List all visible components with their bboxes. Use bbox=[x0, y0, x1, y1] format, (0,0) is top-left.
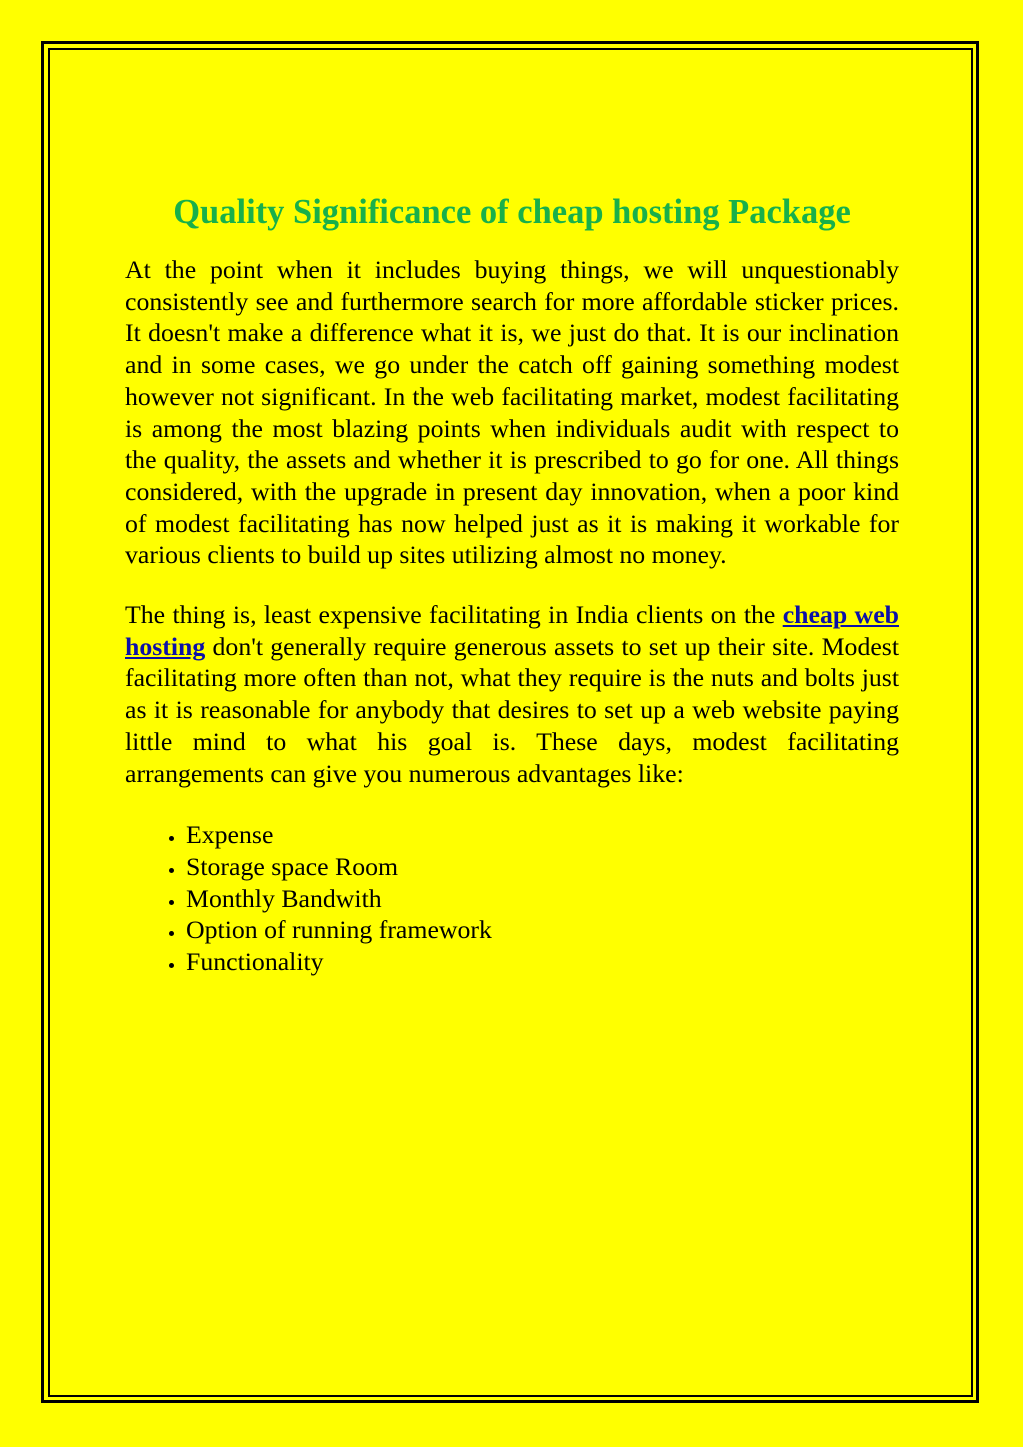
document-body bbox=[125, 190, 899, 978]
paragraph-hosting-text-end: don't generally require generous assets to set up their site. Modest facilitating more often than not, what they require is the nuts and bolts just as it is reasonable for anybody that desires to set up a web website paying little mind to what his goal is. These days, modest facilitating arrangements can give you numerous advantages like: bbox=[125, 631, 899, 788]
document-title: Quality Significance of cheap hosting Package bbox=[173, 193, 851, 231]
advantages-list bbox=[125, 819, 899, 978]
list-item: • Option of running framework bbox=[186, 914, 899, 946]
paragraph-intro: At the point when it includes buying things, we will unquestionably consistently see and furthermore search for more affordable sticker prices. It doesn't make a difference what it is, we just do that. It is our inclination and in some cases, we go under the catch off gaining something modest however not significant. In the web facilitating market, modest facilitating is among the most blazing points when individuals audit with respect to the quality, the assets and whether it is prescribed to go for one. All things considered, with the upgrade in present day innovation, when a poor kind of modest facilitating has now helped just as it is making it workable for various clients to build up sites utilizing almost no money. bbox=[125, 255, 899, 570]
list-item: • Storage space Room bbox=[186, 851, 899, 883]
list-item: • Monthly Bandwith bbox=[186, 883, 899, 915]
list-item: • Functionality bbox=[186, 946, 899, 978]
paragraph-hosting-text-start: The thing is, least expensive facilitating in India clients on the bbox=[125, 600, 783, 630]
list-item: • Expense bbox=[186, 819, 899, 851]
paragraph-hosting bbox=[125, 599, 899, 789]
cheap-web-hosting-link[interactable]: cheap web hosting bbox=[125, 600, 899, 661]
